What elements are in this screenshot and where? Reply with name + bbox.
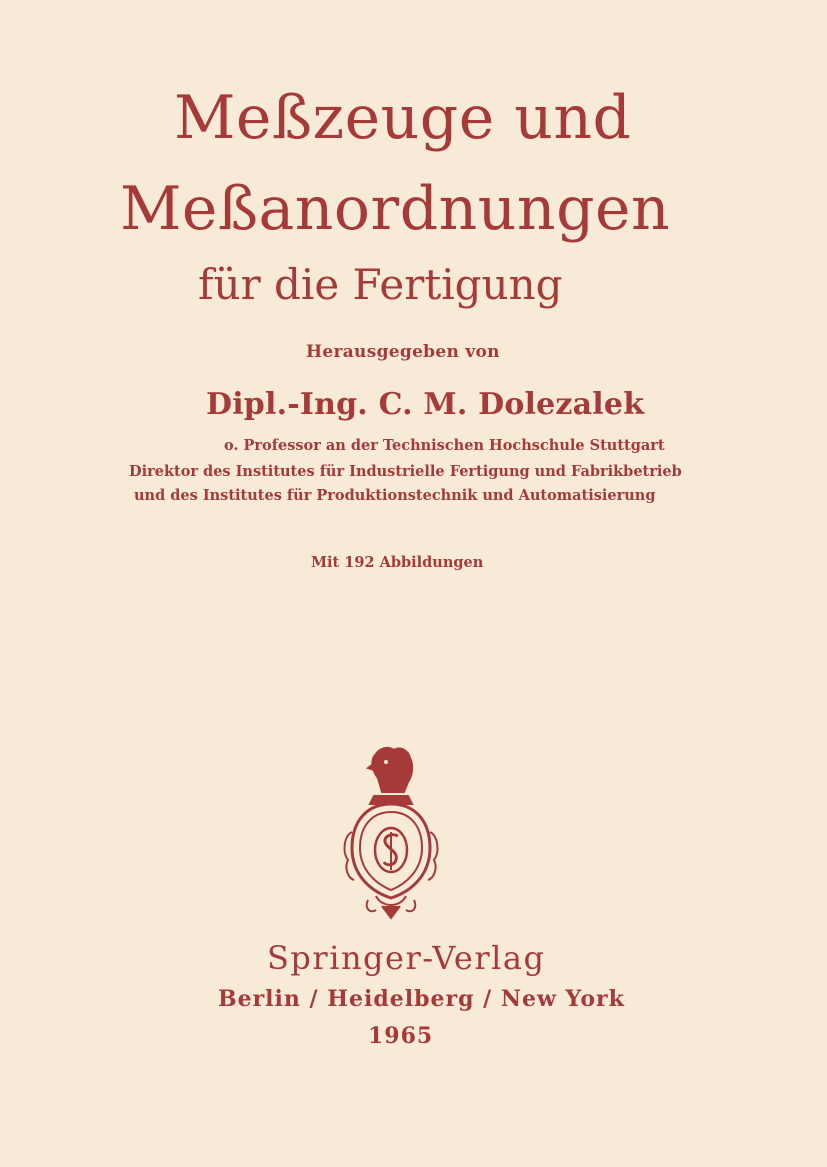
title-line-1: Meßzeuge und — [174, 83, 632, 153]
publisher-name: Springer-Verlag — [267, 939, 546, 977]
affiliation-line-3: und des Institutes für Produktionstechnik und Automatisierung — [134, 487, 656, 504]
subtitle: für die Fertigung — [198, 260, 563, 309]
affiliation-line-1: o. Professor an der Technischen Hochschule Stuttgart — [224, 437, 665, 454]
affiliation-line-2: Direktor des Institutes für Industrielle Fertigung und Fabrikbetrieb — [129, 463, 682, 480]
title-line-2: Meßanordnungen — [120, 174, 671, 244]
figures-note: Mit 192 Abbildungen — [311, 554, 484, 571]
publication-year: 1965 — [368, 1023, 434, 1049]
editor-name: Dipl.-Ing. C. M. Dolezalek — [206, 387, 645, 422]
publisher-cities: Berlin / Heidelberg / New York — [218, 986, 625, 1012]
edited-by-label: Herausgegeben von — [306, 342, 500, 362]
springer-knight-emblem-icon — [338, 740, 444, 924]
